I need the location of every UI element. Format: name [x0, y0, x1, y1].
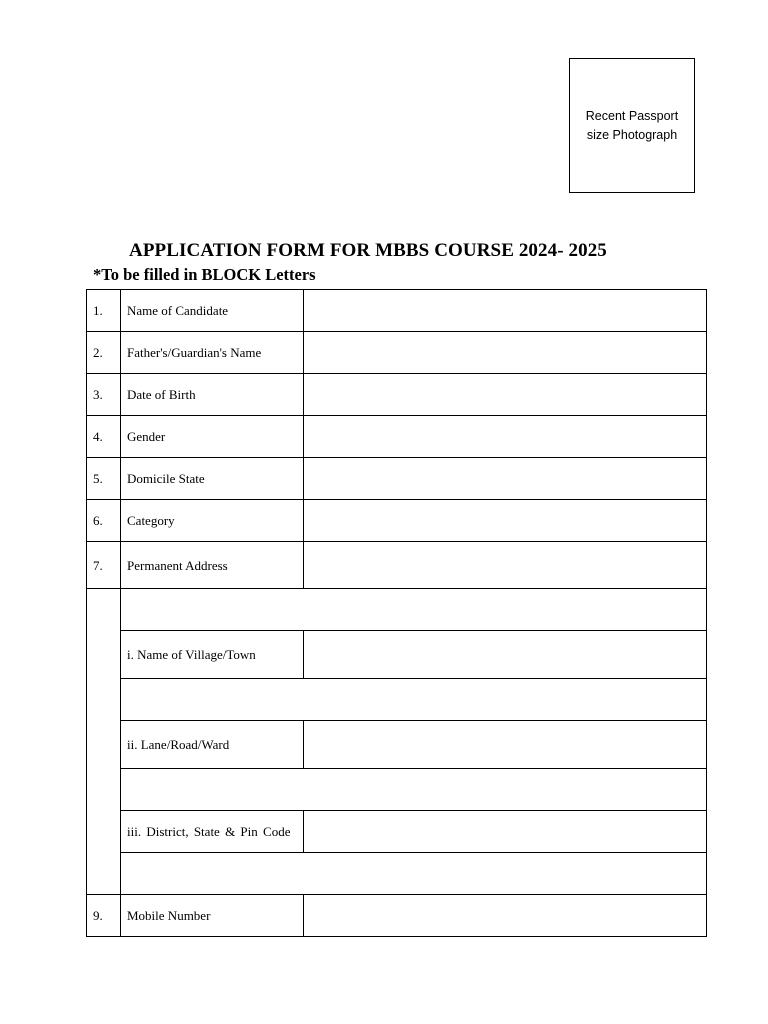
field-label: i. Name of Village/Town	[121, 631, 304, 679]
form-row-permanent-address	[87, 542, 707, 589]
form-row-gender	[87, 416, 707, 458]
address-row-lane	[87, 721, 707, 769]
row-number: 1.	[87, 290, 121, 332]
address-row-district	[87, 811, 707, 853]
guardian-name-field[interactable]	[304, 332, 707, 374]
form-instruction: *To be filled in BLOCK Letters	[93, 265, 316, 284]
address-blank-line	[87, 589, 707, 631]
mobile-number-field[interactable]	[304, 895, 707, 937]
lane-road-ward-field[interactable]	[304, 721, 707, 769]
field-label: Name of Candidate	[121, 290, 304, 332]
field-label: iii. District, State & Pin Code	[121, 811, 304, 853]
row-number: 2.	[87, 332, 121, 374]
address-line-field[interactable]	[121, 769, 707, 811]
address-row-village	[87, 631, 707, 679]
form-row-guardian-name	[87, 332, 707, 374]
field-label: Date of Birth	[121, 374, 304, 416]
address-line-field[interactable]	[121, 589, 707, 631]
domicile-state-field[interactable]	[304, 458, 707, 500]
row-number: 7.	[87, 542, 121, 589]
address-blank-line	[87, 769, 707, 811]
field-label: Domicile State	[121, 458, 304, 500]
row-number: 5.	[87, 458, 121, 500]
photo-placeholder-text: Recent Passport size Photograph	[585, 108, 679, 142]
address-blank-line	[87, 853, 707, 895]
row-number: 4.	[87, 416, 121, 458]
address-line-field[interactable]	[121, 853, 707, 895]
field-label: Permanent Address	[121, 542, 304, 589]
field-label: Mobile Number	[121, 895, 304, 937]
address-line-field[interactable]	[121, 679, 707, 721]
form-row-domicile-state	[87, 458, 707, 500]
form-row-candidate-name	[87, 290, 707, 332]
form-row-date-of-birth	[87, 374, 707, 416]
village-town-field[interactable]	[304, 631, 707, 679]
candidate-name-field[interactable]	[304, 290, 707, 332]
row-number: 3.	[87, 374, 121, 416]
field-label: Father's/Guardian's Name	[121, 332, 304, 374]
category-field[interactable]	[304, 500, 707, 542]
date-of-birth-field[interactable]	[304, 374, 707, 416]
address-number-cell	[87, 589, 121, 895]
row-number: 9.	[87, 895, 121, 937]
district-state-pin-field[interactable]	[304, 811, 707, 853]
form-row-category	[87, 500, 707, 542]
field-label: Gender	[121, 416, 304, 458]
form-row-mobile	[87, 895, 707, 937]
row-number: 6.	[87, 500, 121, 542]
application-form-table	[86, 289, 707, 937]
address-blank-line	[87, 679, 707, 721]
gender-field[interactable]	[304, 416, 707, 458]
permanent-address-field[interactable]	[304, 542, 707, 589]
field-label: Category	[121, 500, 304, 542]
field-label: ii. Lane/Road/Ward	[121, 721, 304, 769]
form-title: APPLICATION FORM FOR MBBS COURSE 2024- 2025	[129, 240, 607, 261]
photo-placeholder-box	[569, 58, 695, 193]
